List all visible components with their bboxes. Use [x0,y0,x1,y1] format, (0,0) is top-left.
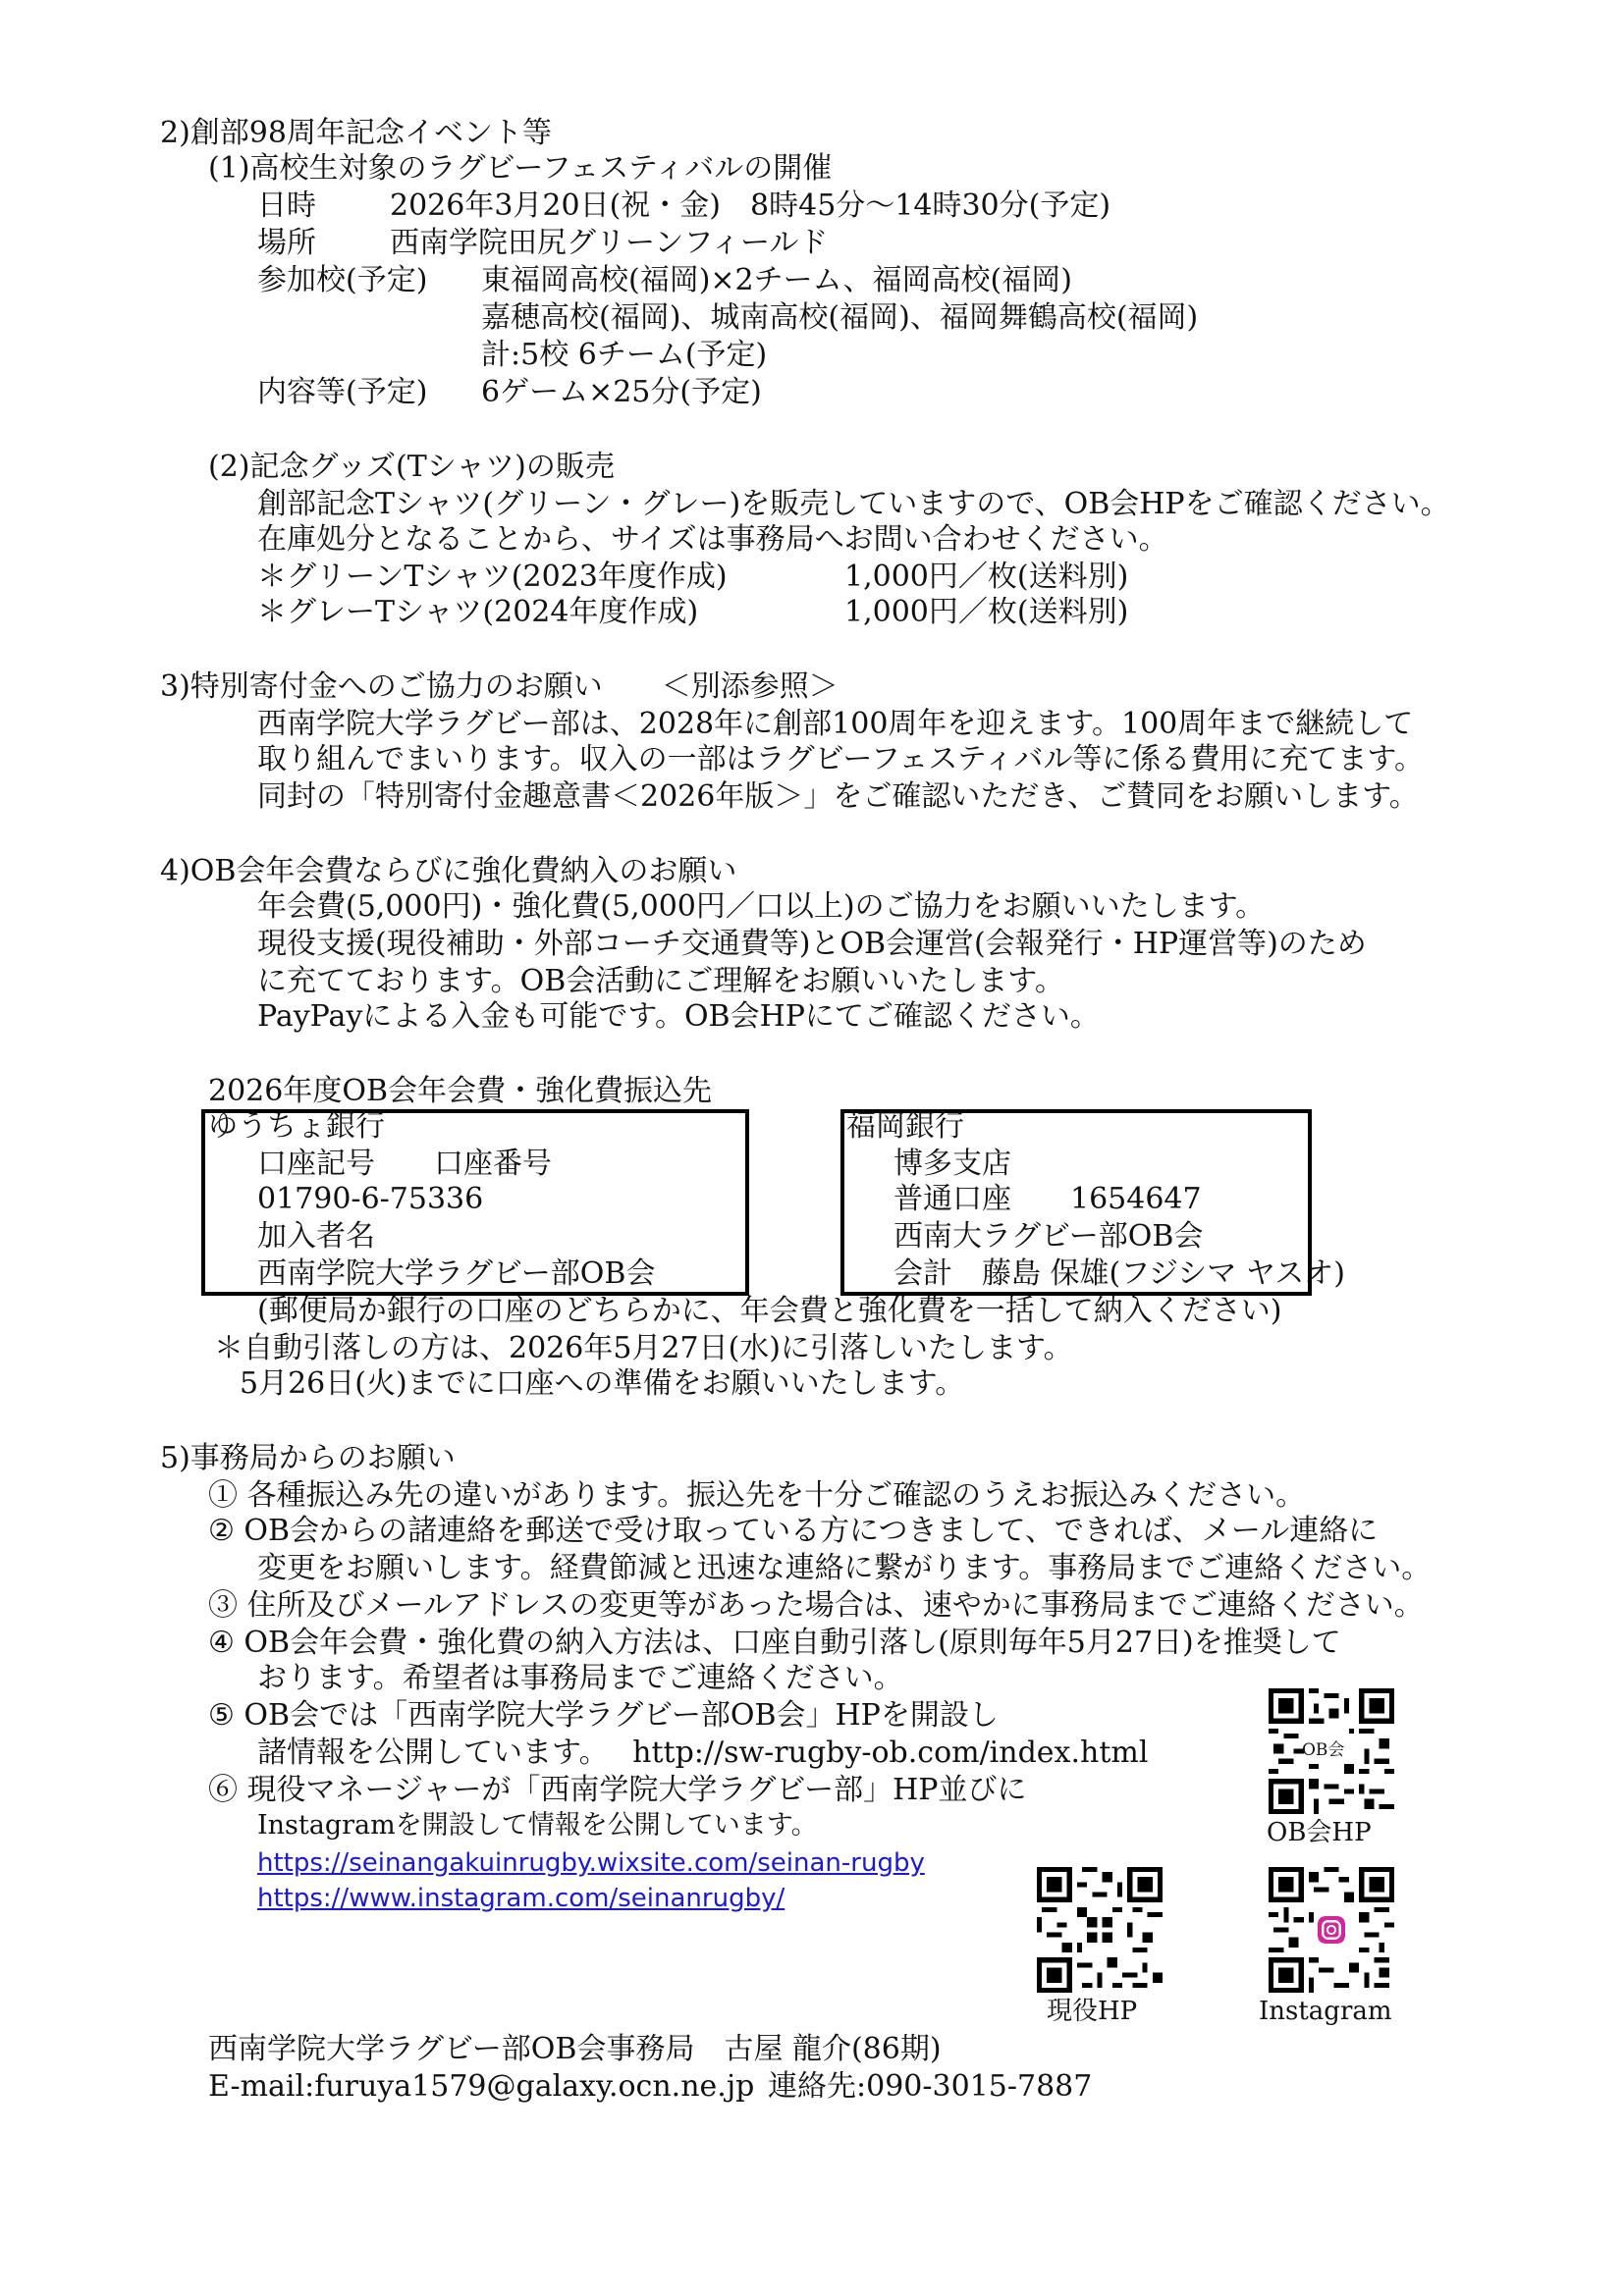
team-hp-link[interactable]: https://seinangakuinrugby.wixsite.com/seinan-rugby [257,1848,925,1878]
request-item-6a: ⑥ 現役マネージャーが「西南学院大学ラグビー部」HP並びに [208,1773,1027,1807]
auto-debit-line-2: 5月26日(火)までに口座への準備をお願いいたします。 [240,1366,965,1401]
gray-shirt-price: 1,000円／枚(送料別) [844,595,1129,629]
payment-note: (郵便局か銀行の口座のどちらかに、年会費と強化費を一括して納入ください) [257,1294,1282,1328]
schools-total: 計:5校 6チーム(予定) [481,338,768,372]
donation-line-2: 取り組んでまいります。収入の一部はラグビーフェスティバル等に係る費用に充てます。 [257,742,1424,776]
request-item-6b: Instagramを開設して情報を公開しています。 [257,1810,818,1841]
festival-subheading: (1)高校生対象のラグビーフェスティバルの開催 [208,151,833,186]
section-3-heading: 3)特別寄付金へのご協力のお願い ＜別添参照＞ [160,669,839,704]
instagram-qr-label: Instagram [1259,1997,1392,2026]
request-item-5b: 諸情報を公開しています。 http://sw-rugby-ob.com/index.html [257,1735,1149,1770]
fukuoka-branch: 博多支店 [893,1147,1011,1181]
goods-subheading: (2)記念グッズ(Tシャツ)の販売 [208,450,615,484]
team-hp-qr-code [1037,1867,1163,1993]
auto-debit-line-1: ＊自動引落しの方は、2026年5月27日(水)に引落しいたします。 [214,1331,1073,1365]
request-item-2a: ② OB会からの諸連絡を郵送で受け取っている方につきまして、できれば、メール連絡に [208,1514,1379,1548]
team-hp-qr-label: 現役HP [1047,1997,1138,2026]
schools-label: 参加校(予定) [257,263,428,297]
request-item-2b: 変更をお願いします。経費節減と迅速な連絡に繋がります。事務局までご連絡ください。 [257,1551,1432,1585]
yucho-bank-name: ゆうちょ銀行 [208,1109,385,1144]
instagram-link[interactable]: https://www.instagram.com/seinanrugby/ [257,1884,785,1913]
gray-shirt-name: ＊グレーTシャツ(2024年度作成) [257,595,699,629]
request-item-5a: ⑤ OB会では「西南学院大学ラグビー部OB会」HPを開設し [208,1698,999,1733]
fee-line-1: 年会費(5,000円)・強化費(5,000円／口以上)のご協力をお願いいたします。 [257,889,1266,924]
fee-line-3: に充てております。OB会活動にご理解をお願いいたします。 [257,964,1064,998]
yucho-number: 01790-6-75336 [257,1182,484,1216]
donation-line-3: 同封の「特別寄付金趣意書＜2026年版＞」をご確認いただき、ご賛同をお願いします。 [257,779,1419,814]
fee-line-2: 現役支援(現役補助・外部コーチ交通費等)とOB会運営(会報発行・HP運営等)のため [257,927,1367,961]
ob-hp-qr-label: OB会HP [1267,1818,1372,1847]
section-4-heading: 4)OB会年会費ならびに強化費納入のお願い [160,854,737,888]
request-item-4a: ④ OB会年会費・強化費の納入方法は、口座自動引落し(原則毎年5月27日)を推奨して [208,1626,1341,1660]
donation-line-1: 西南学院大学ラグビー部は、2028年に創部100周年を迎えます。100周年まで継続して [257,707,1414,741]
green-shirt-price: 1,000円／枚(送料別) [844,560,1129,594]
place-label: 場所 [257,226,316,260]
content-value: 6ゲーム×25分(予定) [481,375,762,409]
section-2-heading: 2)創部98周年記念イベント等 [160,116,552,150]
yucho-holder-label: 加入者名 [257,1219,375,1254]
section-5-heading: 5)事務局からのお願い [160,1441,456,1475]
content-label: 内容等(予定) [257,375,428,409]
goods-line-2: 在庫処分となることから、サイズは事務局へお問い合わせください。 [257,522,1168,557]
goods-line-1: 創部記念Tシャツ(グリーン・グレー)を販売していますので、OB会HPをご確認ください。 [257,487,1450,521]
fukuoka-account: 普通口座 1654647 [893,1182,1202,1216]
fukuoka-treasurer: 会計 藤島 保雄(フジシマ ヤスオ) [893,1256,1345,1291]
instagram-qr-code [1269,1867,1394,1993]
office-signature: 西南学院大学ラグビー部OB会事務局 古屋 龍介(86期) [208,2032,942,2066]
request-item-3: ③ 住所及びメールアドレスの変更等があった場合は、速やかに事務局までご連絡ください。 [208,1588,1424,1623]
yucho-holder: 西南学院大学ラグビー部OB会 [257,1256,656,1291]
schools-line-2: 嘉穂高校(福岡)、城南高校(福岡)、福岡舞鶴高校(福岡) [481,300,1199,335]
fukuoka-bank-name: 福岡銀行 [846,1109,964,1144]
date-label: 日時 [257,188,316,223]
office-email: E-mail:furuya1579@galaxy.ocn.ne.jp [208,2069,755,2104]
schools-line-1: 東福岡高校(福岡)×2チーム、福岡高校(福岡) [481,263,1072,297]
yucho-columns: 口座記号 口座番号 [257,1147,552,1181]
fee-line-4: PayPayによる入金も可能です。OB会HPにてご確認ください。 [257,999,1100,1034]
green-shirt-name: ＊グリーンTシャツ(2023年度作成) [257,560,728,594]
place-value: 西南学院田尻グリーンフィールド [390,226,829,260]
transfer-title: 2026年度OB会年会費・強化費振込先 [208,1074,712,1108]
office-phone: 連絡先:090-3015-7887 [768,2069,1093,2104]
fukuoka-holder: 西南大ラグビー部OB会 [893,1219,1204,1254]
ob-qr-center-label: OB会 [1302,1740,1345,1760]
request-item-1: ① 各種振込み先の違いがあります。振込先を十分ご確認のうえお振込みください。 [208,1478,1306,1513]
request-item-4b: おります。希望者は事務局までご連絡ください。 [257,1661,903,1695]
date-value: 2026年3月20日(祝・金) 8時45分～14時30分(予定) [390,188,1111,223]
